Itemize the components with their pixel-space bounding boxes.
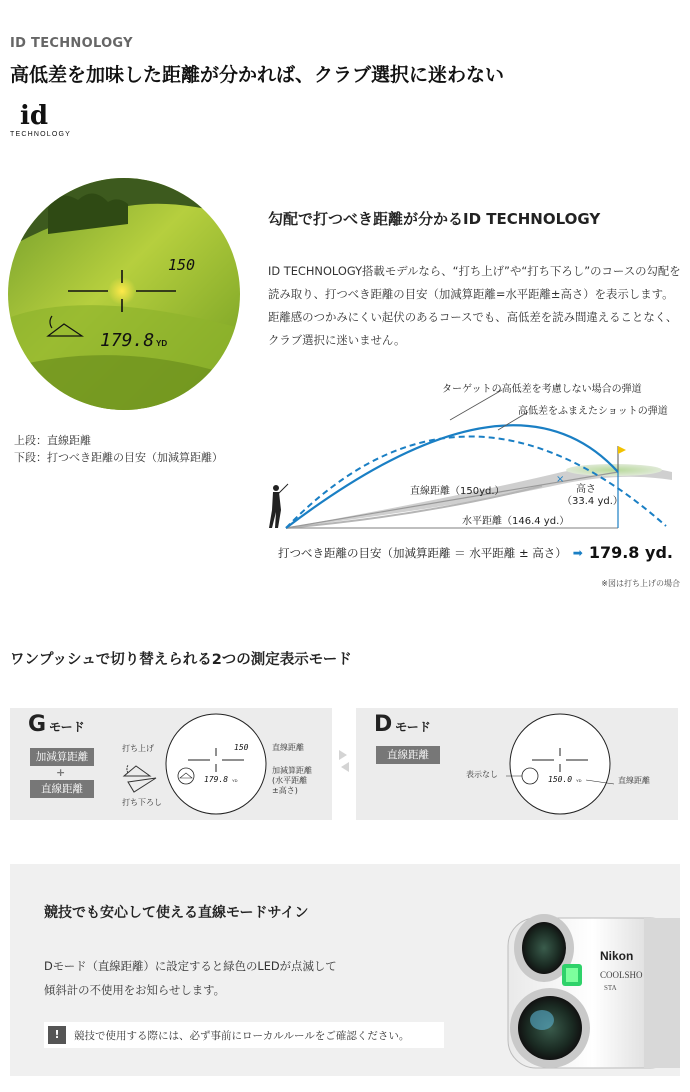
led-body-line-2: 傾斜計の不使用をお知らせします。: [44, 983, 225, 997]
scope-unit: YD: [156, 339, 168, 348]
formula-text: 打つべき距離の目安（加減算距離 ＝ 水平距離 ± 高さ）: [278, 545, 567, 560]
device-brand: Nikon: [600, 949, 634, 963]
caption-top: 上段：直線距離: [14, 434, 91, 447]
logo-mark: id: [20, 101, 49, 131]
d-mode-panel: [356, 708, 678, 820]
led-body: [44, 954, 337, 1002]
d-mode-scope: [506, 712, 616, 816]
label-horizontal-distance: 水平距離（146.4 yd.）: [462, 516, 570, 527]
g-anno-top: 直線距離: [272, 743, 304, 752]
g-bottom-value: 179.8: [204, 775, 229, 784]
label-with-elevation: 高低差をふまえたショットの弾道: [518, 406, 668, 417]
g-anno-bottom-2: (水平距離: [272, 776, 308, 785]
downhill-label: 打ち下ろし: [122, 798, 162, 807]
notice-box: [44, 1022, 444, 1048]
section-body-id-technology: ID TECHNOLOGY搭載モデルなら、“打ち上げ”や“打ち下ろし”のコースの勾配を読み取り、打つべき距離の目安（加減算距離=水平距離±高さ）を表示します。距離感のつかみにくい起伏のあるコースでも、高低差を読み間違えることなく、クラブ選択に迷いません。: [268, 264, 681, 347]
d-mode-text: モード: [395, 720, 431, 734]
label-no-elevation: ターゲットの高低差を考慮しない場合の弾道: [442, 384, 642, 395]
device-sub: STA: [604, 984, 617, 992]
golfer-icon: [269, 484, 288, 528]
d-mode-label: [374, 712, 431, 737]
page-title: 高低差を加味した距離が分かれば、クラブ選択に迷わない: [10, 64, 505, 86]
g-anno-bottom-3: ±高さ): [272, 786, 298, 795]
led-title: 競技でも安心して使える直線モードサイン: [44, 905, 309, 921]
id-technology-logo: [10, 100, 90, 140]
scope-bottom-value: 179.8: [100, 330, 155, 351]
eyebrow: ID TECHNOLOGY: [10, 36, 133, 51]
d-unit: YD: [576, 778, 582, 783]
trajectory-diagram: [262, 376, 682, 536]
exclamation-icon: !: [48, 1026, 66, 1044]
scope-top-value: 150: [168, 256, 196, 274]
scope-view-image: [8, 178, 240, 410]
uphill-downhill-icons: [120, 756, 160, 796]
no-display-label: 表示なし: [466, 770, 498, 779]
label-height-value: （33.4 yd.）: [562, 496, 623, 507]
uphill-label: 打ち上げ: [122, 744, 154, 753]
g-mode-text: モード: [49, 720, 85, 734]
tag-line-distance-d: 直線距離: [376, 746, 440, 764]
d-mode-letter: D: [374, 712, 393, 737]
g-mode-label: [28, 712, 85, 737]
notice-text: 競技で使用する際には、必ず事前にローカルルールをご確認ください。: [74, 1029, 410, 1042]
led-body-line-1: Dモード（直線距離）に設定すると緑色のLEDが点滅して: [44, 959, 337, 973]
switch-arrows-icon: [336, 744, 352, 774]
tag-addsub-distance: 加減算距離: [30, 748, 94, 766]
miss-mark: ×: [556, 474, 565, 485]
g-mode-letter: G: [28, 712, 47, 737]
plus-icon: +: [56, 766, 66, 779]
d-value: 150.0: [548, 775, 573, 784]
g-mode-panel: [10, 708, 332, 820]
formula-result: 179.8 yd.: [588, 543, 673, 562]
g-mode-scope: [162, 712, 272, 816]
formula: [278, 543, 673, 562]
modes-title: ワンプッシュで切り替えられる2つの測定表示モード: [10, 652, 352, 668]
g-unit: YD: [232, 778, 238, 783]
label-height: 高さ: [576, 484, 596, 495]
arrow-right-icon: ➡: [572, 545, 583, 560]
rangefinder-device-image: [494, 888, 680, 1076]
footnote: ※図は打ち上げの場合: [601, 579, 680, 588]
caption-bottom: 下段：打つべき距離の目安（加減算距離）: [14, 451, 223, 464]
tag-line-distance: 直線距離: [30, 780, 94, 798]
section-title-id-technology: 勾配で打つべき距離が分かるID TECHNOLOGY: [268, 210, 601, 228]
scope-captions: [14, 432, 223, 466]
logo-sub: TECHNOLOGY: [10, 131, 72, 138]
device-model: COOLSHO: [600, 970, 643, 980]
g-anno-bottom-1: 加減算距離: [272, 766, 312, 775]
g-top-value: 150: [234, 743, 249, 752]
label-line-distance: 直線距離（150yd.）: [410, 486, 505, 497]
d-anno: 直線距離: [618, 776, 650, 785]
